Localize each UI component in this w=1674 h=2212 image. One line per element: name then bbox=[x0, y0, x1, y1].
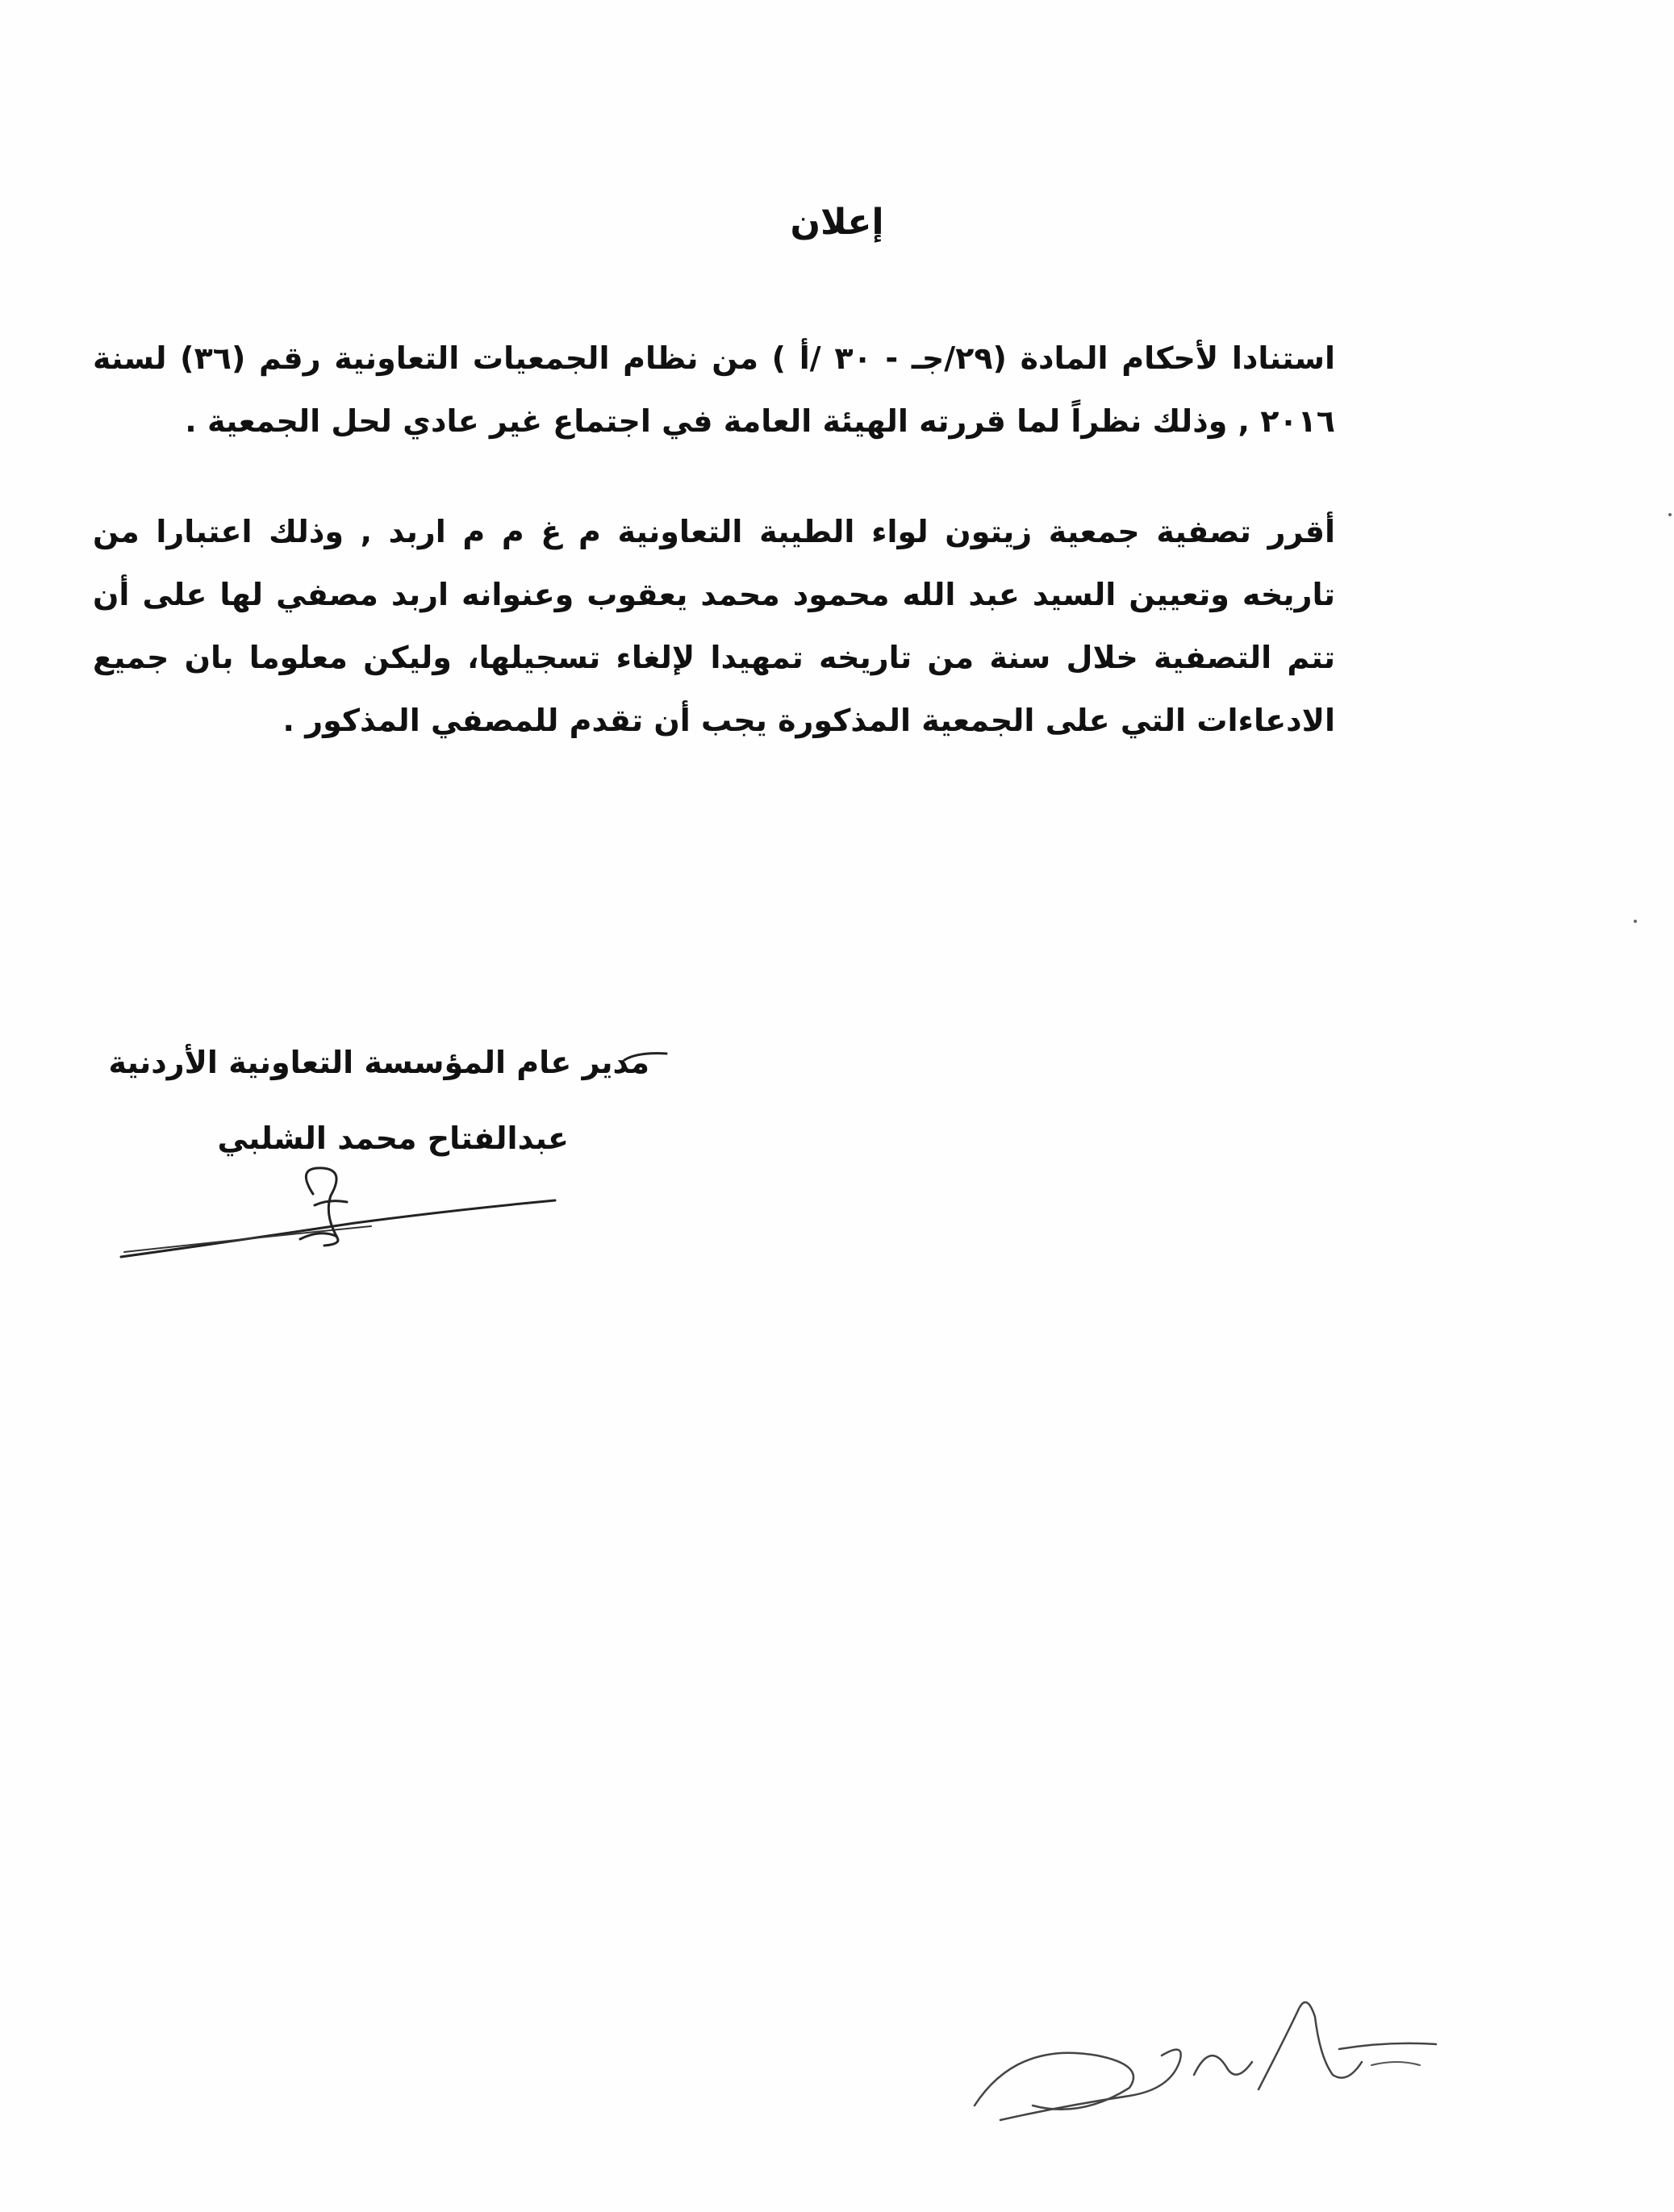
announcement-title: إعلان bbox=[790, 202, 884, 243]
scan-speck bbox=[1634, 920, 1637, 923]
handwritten-signature-icon bbox=[113, 1162, 565, 1275]
announcement-paragraph-legal-basis: استنادا لأحكام المادة (٢٩/جـ - ٣٠ /أ ) من نظام الجمعيات التعاونية رقم (٣٦) لسنة ٢٠١٦ , وذلك نظراً لما قررته الهيئة العامة في اجتماع غير عادي لحل الجمعية . bbox=[93, 340, 1336, 439]
handwritten-initials-icon bbox=[968, 1985, 1452, 2146]
signatory-block bbox=[108, 1025, 649, 1176]
signatory-position: مدير عام المؤسسة التعاونية الأردنية bbox=[108, 1045, 649, 1080]
signatory-name: عبدالفتاح محمد الشلبي bbox=[217, 1121, 569, 1156]
scan-speck bbox=[1668, 513, 1672, 516]
announcement-paragraph-decision: أقرر تصفية جمعية زيتون لواء الطيبة التعاونية م غ م م اربد , وذلك اعتبارا من تاريخه وتعيين السيد عبد الله محمود محمد يعقوب وعنوانه اربد مصفي لها على أن تتم التصفية خلال سنة من تاريخه تمهيدا لإلغاء تسجيلها، وليكن معلوما بان جميع الادعاءات التي على الجمعية المذكورة يجب أن تقدم للمصفي المذكور . bbox=[93, 514, 1335, 738]
